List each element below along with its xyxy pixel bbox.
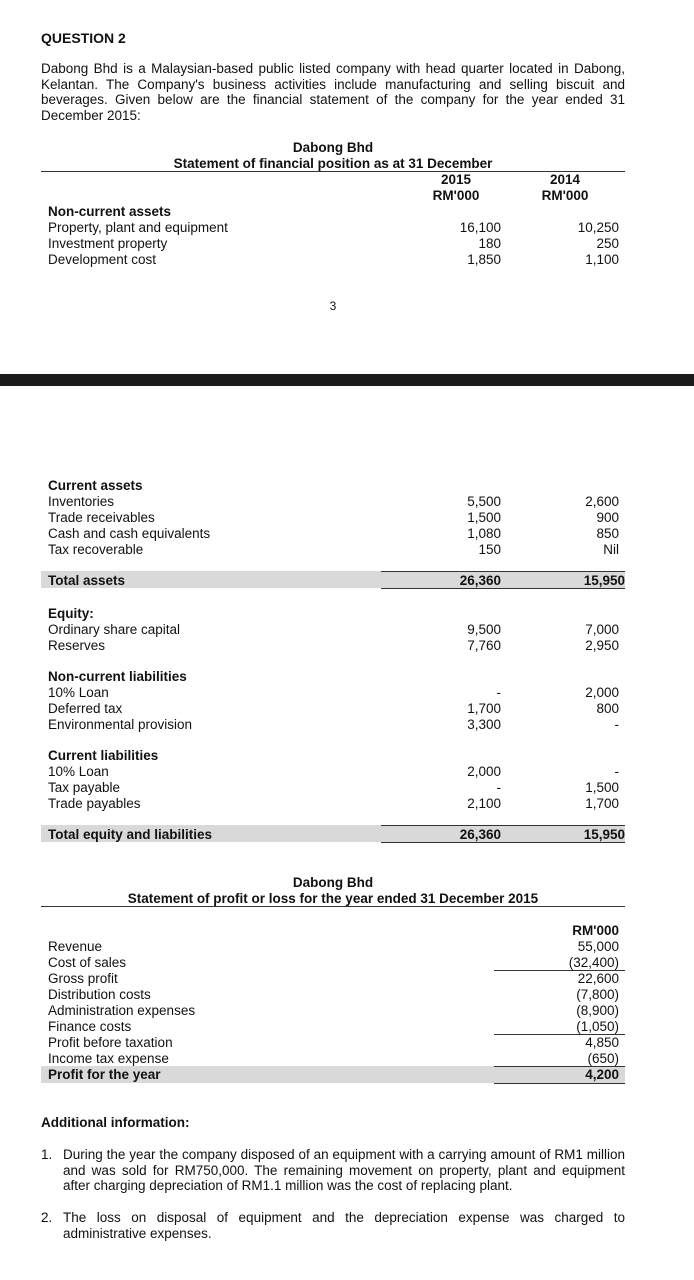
row-label: 10% Loan: [48, 764, 109, 779]
total-assets-2014: 15,950: [583, 573, 625, 588]
value-2014: 800: [596, 701, 619, 716]
sopl-row-label: Administration expenses: [48, 1003, 196, 1018]
question-title: QUESTION 2: [41, 30, 126, 46]
row-label: Trade receivables: [48, 510, 155, 525]
value-2014: 10,250: [577, 220, 619, 235]
row-label: 10% Loan: [48, 685, 109, 700]
sopl-row-value: (7,800): [576, 987, 619, 1002]
value-2015: 2,100: [467, 796, 501, 811]
additional-heading: Additional information:: [41, 1115, 190, 1130]
value-2015: 1,850: [467, 252, 501, 267]
sopl-row-label: Gross profit: [48, 971, 118, 986]
value-2014: 850: [596, 526, 619, 541]
value-2014: 7,000: [585, 622, 619, 637]
sopl-company: Dabong Bhd: [292, 875, 374, 890]
value-2014: 1,700: [585, 796, 619, 811]
value-2015: 1,500: [467, 510, 501, 525]
sopl-row-label: Revenue: [48, 939, 103, 954]
col-2015-unit: RM'000: [432, 188, 480, 203]
col-2014-year: 2014: [549, 172, 581, 187]
current-assets-heading: Current assets: [48, 478, 143, 493]
sopl-row-value: 55,000: [577, 939, 619, 954]
value-2015: 16,100: [459, 220, 501, 235]
sopl-row-value: (32,400): [568, 955, 619, 970]
total-el-2015: 26,360: [459, 827, 501, 842]
sofp-company: Dabong Bhd: [292, 140, 374, 155]
equity-heading: Equity:: [48, 606, 94, 621]
value-2014: -: [614, 717, 619, 732]
sofp-title: Statement of financial position as at 31 December: [173, 156, 493, 171]
row-label: Tax payable: [48, 780, 121, 795]
sopl-row-label: Profit before taxation: [48, 1035, 173, 1050]
total-el-2014: 15,950: [583, 827, 625, 842]
sopl-unit: RM'000: [572, 923, 619, 938]
total-assets-label: Total assets: [48, 573, 126, 588]
value-2015: 1,700: [467, 701, 501, 716]
page-number: 3: [329, 299, 337, 313]
item-text: The loss on disposal of equipment and the depreciation expense was charged to administrative expenses.: [63, 1210, 625, 1241]
value-2015: 180: [478, 236, 501, 251]
row-label: Property, plant and equipment: [48, 220, 228, 235]
sopl-row-value: (650): [587, 1051, 619, 1066]
value-2014: 1,100: [585, 252, 619, 267]
value-2014: 250: [596, 236, 619, 251]
col-2015-year: 2015: [440, 172, 472, 187]
row-label: Deferred tax: [48, 701, 123, 716]
value-2014: 2,000: [585, 685, 619, 700]
item-number: 1.: [41, 1147, 53, 1162]
noncurrent-liabilities-heading: Non-current liabilities: [48, 669, 187, 684]
col-2014-unit: RM'000: [541, 188, 589, 203]
row-label: Investment property: [48, 236, 168, 251]
page-break-bar: [0, 374, 694, 386]
sopl-row-value: 4,850: [585, 1035, 619, 1050]
value-2015: 1,080: [467, 526, 501, 541]
row-label: Development cost: [48, 252, 157, 267]
sopl-title: Statement of profit or loss for the year ended 31 December 2015: [127, 891, 539, 906]
value-2015: 150: [478, 542, 501, 557]
value-2015: -: [496, 780, 501, 795]
value-2015: 2,000: [467, 764, 501, 779]
profit-for-year-value: 4,200: [585, 1067, 619, 1082]
sopl-row-value: (1,050): [576, 1019, 619, 1034]
sopl-row-label: Finance costs: [48, 1019, 132, 1034]
noncurrent-assets-heading: Non-current assets: [48, 204, 172, 219]
value-2015: 3,300: [467, 717, 501, 732]
profit-bottom-rule: [494, 1083, 625, 1084]
sopl-row-label: Distribution costs: [48, 987, 151, 1002]
sopl-row-label: Income tax expense: [48, 1051, 169, 1066]
total-assets-top-rule: [381, 571, 625, 572]
row-label: Cash and cash equivalents: [48, 526, 211, 541]
value-2015: 7,760: [467, 638, 501, 653]
row-label: Environmental provision: [48, 717, 193, 732]
sopl-header-rule: [41, 906, 625, 907]
row-label: Reserves: [48, 638, 106, 653]
row-label: Tax recoverable: [48, 542, 144, 557]
sopl-row-value: (8,900): [576, 1003, 619, 1018]
value-2014: Nil: [603, 542, 619, 557]
value-2014: 2,950: [585, 638, 619, 653]
intro-paragraph: Dabong Bhd is a Malaysian-based public listed company with head quarter located in Dabong, Kelantan. The Company's business activities include manufacturing and selling biscuit and beverages. Given below are the financial statement of the company for the year ended 31 December 2015:: [41, 61, 625, 123]
value-2014: 1,500: [585, 780, 619, 795]
total-el-top-rule: [381, 825, 625, 826]
total-assets-2015: 26,360: [459, 573, 501, 588]
value-2014: 900: [596, 510, 619, 525]
value-2015: -: [496, 685, 501, 700]
value-2015: 5,500: [467, 494, 501, 509]
value-2014: -: [614, 764, 619, 779]
item-number: 2.: [41, 1210, 53, 1225]
value-2015: 9,500: [467, 622, 501, 637]
row-label: Trade payables: [48, 796, 141, 811]
total-el-label: Total equity and liabilities: [48, 827, 213, 842]
sopl-row-label: Cost of sales: [48, 955, 127, 970]
sopl-row-value: 22,600: [577, 971, 619, 986]
item-text: During the year the company disposed of an equipment with a carrying amount of RM1 million and was sold for RM750,000. The remaining movement on property, plant and equipment after charging depreciation of RM1.1 million was the cost of replacing plant.: [63, 1147, 625, 1194]
value-2014: 2,600: [585, 494, 619, 509]
profit-for-year-label: Profit for the year: [48, 1067, 161, 1082]
current-liabilities-heading: Current liabilities: [48, 748, 159, 763]
row-label: Ordinary share capital: [48, 622, 181, 637]
row-label: Inventories: [48, 494, 115, 509]
